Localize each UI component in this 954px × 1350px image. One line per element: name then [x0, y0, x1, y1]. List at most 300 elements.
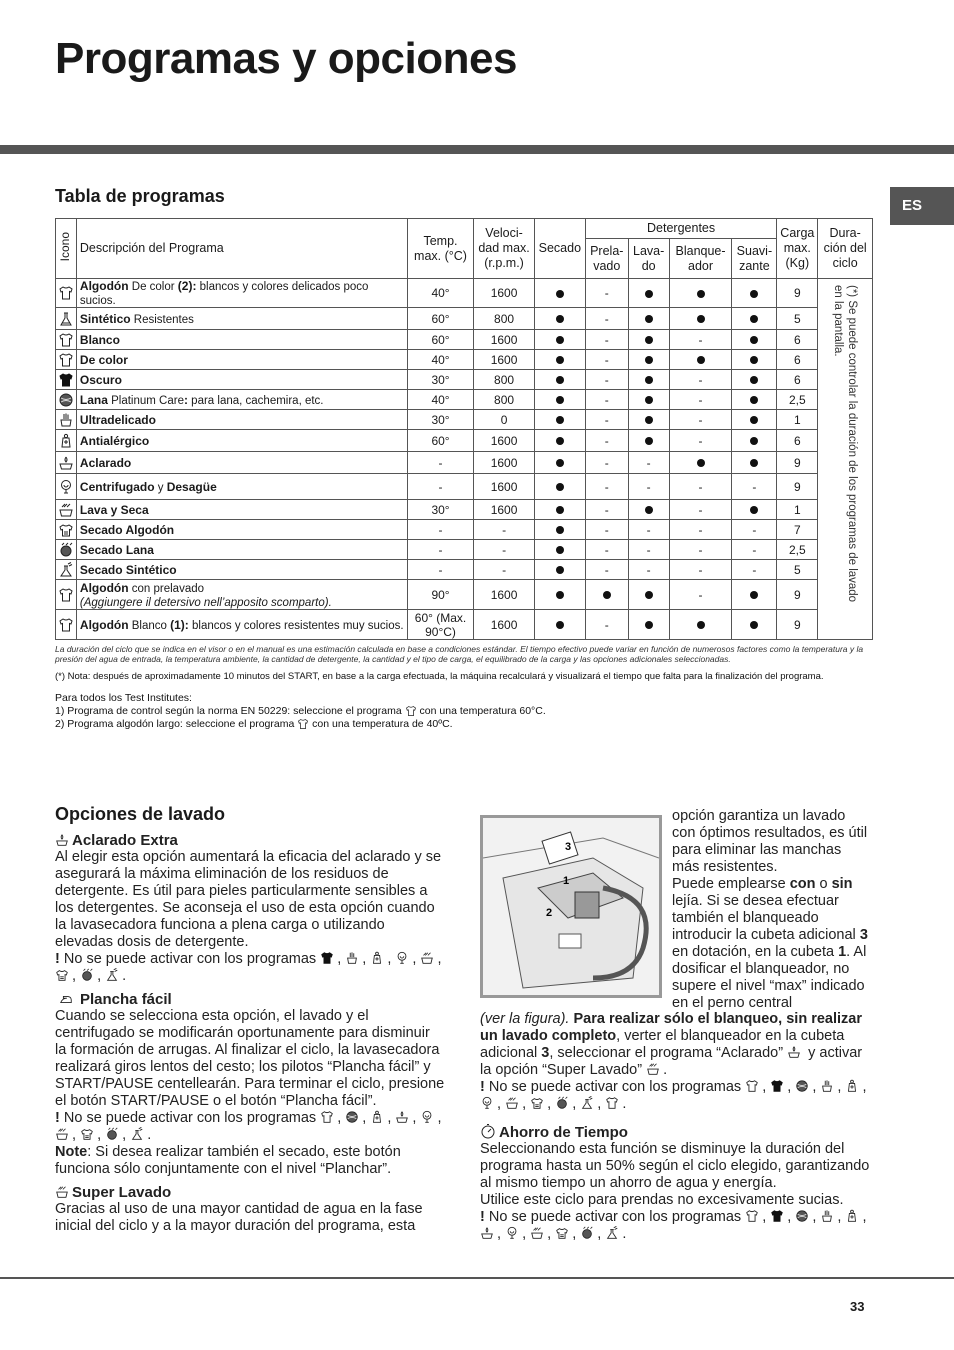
cell-load: 6 — [777, 330, 818, 350]
dot-marker — [556, 526, 564, 534]
dot-marker — [645, 621, 653, 629]
figure-label-3: 3 — [565, 841, 572, 853]
cell-soft: - — [732, 560, 777, 580]
cell-wash: - — [628, 452, 669, 474]
dot-marker — [556, 483, 564, 491]
cell-soft — [732, 410, 777, 430]
ahorro-body: Seleccionando esta función se disminuye la duración del programa hasta un 50% según el ciclo elegido, garantizando al mismo tiempo un ahorro de agua y energía. — [480, 1141, 870, 1191]
dot-marker — [556, 621, 564, 629]
wool-icon — [795, 1209, 809, 1223]
cell-bleach: - — [669, 370, 732, 390]
cell-load: 6 — [777, 370, 818, 390]
table-row — [56, 560, 873, 580]
cell-bleach — [669, 350, 732, 370]
allergy-icon — [845, 1209, 859, 1223]
table-row — [56, 308, 873, 330]
cell-wash — [628, 390, 669, 410]
cell-speed: 0 — [474, 410, 535, 430]
cell-dry — [534, 350, 585, 370]
cell-bleach: - — [669, 560, 732, 580]
table-heading: Tabla de programas — [55, 186, 225, 206]
wash-dry-icon — [420, 951, 434, 965]
dot-marker — [750, 290, 758, 298]
cell-icon — [56, 430, 77, 452]
dot-marker — [750, 416, 758, 424]
cell-icon — [56, 390, 77, 410]
cell-load: 9 — [777, 580, 818, 610]
dot-marker — [750, 437, 758, 445]
cell-wash — [628, 610, 669, 640]
cell-speed: 1600 — [474, 474, 535, 500]
wash-dry-icon — [55, 1127, 69, 1141]
wool-icon — [795, 1079, 809, 1093]
clock-icon — [480, 1123, 496, 1139]
test-institutes-notes — [55, 692, 546, 731]
cell-speed: 1600 — [474, 279, 535, 308]
cell-temp: - — [407, 520, 473, 540]
option-aclarado-extra: Aclarado Extra — [55, 832, 445, 849]
dry-wool-icon — [580, 1226, 594, 1240]
cell-description: De color — [76, 350, 407, 370]
table-row — [56, 474, 873, 500]
cell-pre: - — [585, 540, 628, 560]
table-row — [56, 279, 873, 308]
shirt-color-icon — [745, 1079, 759, 1093]
cell-pre: - — [585, 370, 628, 390]
cell-bleach: - — [669, 474, 732, 500]
cell-temp: 40° — [407, 390, 473, 410]
cell-soft — [732, 452, 777, 474]
dot-marker — [556, 546, 564, 554]
dot-marker — [750, 315, 758, 323]
header-wash: Lava- do — [628, 239, 669, 279]
table-row — [56, 370, 873, 390]
cell-temp: 90° — [407, 580, 473, 610]
cell-bleach: - — [669, 390, 732, 410]
cell-pre: - — [585, 390, 628, 410]
cell-wash — [628, 580, 669, 610]
dot-marker — [556, 459, 564, 467]
cell-temp: 30° — [407, 410, 473, 430]
super-lavado-cont: opción garantiza un lavado con óptimos resultados, es útil para eliminar las manchas más resistentes. — [672, 808, 868, 875]
header-description: Descripción del Programa — [76, 219, 407, 279]
programs-table — [55, 218, 873, 640]
dot-marker — [697, 290, 705, 298]
cell-pre: - — [585, 330, 628, 350]
cell-bleach: - — [669, 520, 732, 540]
options-left-column — [55, 832, 445, 1235]
cell-wash: - — [628, 560, 669, 580]
cell-soft — [732, 390, 777, 410]
dot-marker — [750, 376, 758, 384]
cell-dry — [534, 370, 585, 390]
cell-load: 9 — [777, 279, 818, 308]
shirt-60-icon — [405, 705, 417, 717]
cell-load: 6 — [777, 350, 818, 370]
cell-pre: - — [585, 279, 628, 308]
footer-rule — [0, 1277, 954, 1279]
dot-marker — [556, 356, 564, 364]
wash-dry-icon — [530, 1226, 544, 1240]
header-icono: Icono — [56, 219, 77, 279]
shirt-color-icon — [58, 352, 74, 368]
dot-marker — [750, 396, 758, 404]
allergy-icon — [58, 433, 74, 449]
cell-soft — [732, 430, 777, 452]
dot-marker — [645, 437, 653, 445]
dot-marker — [603, 591, 611, 599]
page-title: Programas y opciones — [55, 34, 517, 83]
cell-bleach — [669, 308, 732, 330]
dot-marker — [750, 459, 758, 467]
table-row — [56, 430, 873, 452]
cell-load: 1 — [777, 500, 818, 520]
cell-load: 9 — [777, 474, 818, 500]
language-tab: ES — [890, 187, 954, 225]
table-row — [56, 520, 873, 540]
dot-marker — [556, 396, 564, 404]
table-row — [56, 330, 873, 350]
cell-description: Sintético Resistentes — [76, 308, 407, 330]
cell-dry — [534, 452, 585, 474]
cell-description: Antialérgico — [76, 430, 407, 452]
flask-icon — [58, 311, 74, 327]
cell-dry — [534, 560, 585, 580]
cell-bleach — [669, 279, 732, 308]
cell-load: 9 — [777, 610, 818, 640]
cell-dry — [534, 500, 585, 520]
dot-marker — [556, 336, 564, 344]
cell-pre — [585, 580, 628, 610]
bleach-only-text: (ver la figura). Para realizar sólo el blanqueo, sin realizar un lavado completo, verter el blanqueador en la cubeta adicional 3, seleccionar el programa “Aclarado” y activar la opción “Super Lavado” . — [480, 1011, 863, 1078]
cell-temp: 60° — [407, 308, 473, 330]
super-lavado-exclusions: ! No se puede activar con los programas , , , , , , , , , , . — [480, 1079, 867, 1112]
cell-wash — [628, 430, 669, 452]
duration-note: (*) Se puede controlar la duración de los programas de lavado en la pantalla. — [832, 285, 859, 603]
hand-wash-icon — [58, 412, 74, 428]
cell-temp: 30° — [407, 370, 473, 390]
cell-icon — [56, 474, 77, 500]
shirt-dark-icon — [320, 951, 334, 965]
cell-icon — [56, 330, 77, 350]
footnote-duration: La duración del ciclo que se indica en el visor o en el manual es una estimación calculada en base a condiciones estándar. El tiempo efectivo puede variar en función de numerosos factores como la temperatura y la presión del agua de entrada, la temperatura ambiente, la cantidad de detergente, la cantidad y el tipo de carga, el equilibrado de la carga y las opciones adicionales seleccionadas. — [55, 644, 864, 664]
cell-wash — [628, 308, 669, 330]
cell-temp: - — [407, 452, 473, 474]
dry-cotton-icon — [58, 522, 74, 538]
shirt-40-icon — [58, 285, 74, 301]
plancha-note: Note: Si desea realizar también el secado, este botón funciona sólo conjuntamente con el nivel “Planchar”. — [55, 1144, 401, 1177]
dry-wool-icon — [555, 1096, 569, 1110]
dot-marker — [556, 566, 564, 574]
cell-speed: - — [474, 520, 535, 540]
cell-wash — [628, 279, 669, 308]
cell-temp: 40° — [407, 279, 473, 308]
cell-soft — [732, 580, 777, 610]
cell-icon — [56, 610, 77, 640]
cell-soft — [732, 308, 777, 330]
options-heading: Opciones de lavado — [55, 804, 226, 824]
cell-description: Lava y Seca — [76, 500, 407, 520]
cell-soft — [732, 350, 777, 370]
cell-dry — [534, 540, 585, 560]
cell-icon — [56, 410, 77, 430]
wool-icon — [58, 392, 74, 408]
cell-wash — [628, 500, 669, 520]
cell-temp: - — [407, 474, 473, 500]
cell-pre: - — [585, 452, 628, 474]
cell-wash — [628, 370, 669, 390]
shirt-60-icon — [58, 617, 74, 633]
cell-bleach — [669, 610, 732, 640]
dot-marker — [750, 591, 758, 599]
hand-wash-icon — [820, 1209, 834, 1223]
dot-marker — [750, 356, 758, 364]
dry-cotton-icon — [55, 968, 69, 982]
cell-description: Secado Lana — [76, 540, 407, 560]
cell-load: 2,5 — [777, 390, 818, 410]
test-note-1: 1) Programa de control según la norma EN 50229: seleccione el programa con una temperatura 60°C. — [55, 705, 546, 717]
cell-load: 5 — [777, 560, 818, 580]
header-bleach: Blanque- ador — [669, 239, 732, 279]
cell-speed: 800 — [474, 370, 535, 390]
spin-icon — [58, 479, 74, 495]
cell-pre: - — [585, 474, 628, 500]
option-plancha-facil: Plancha fácil — [55, 991, 445, 1008]
cell-description: Aclarado — [76, 452, 407, 474]
cell-speed: 1600 — [474, 580, 535, 610]
cell-temp: 60° (Max. 90°C) — [407, 610, 473, 640]
cell-bleach: - — [669, 430, 732, 452]
cell-pre: - — [585, 308, 628, 330]
allergy-icon — [845, 1079, 859, 1093]
cell-soft: - — [732, 474, 777, 500]
dot-marker — [697, 459, 705, 467]
dot-marker — [556, 416, 564, 424]
cell-description: Algodón De color (2): blancos y colores delicados poco sucios. — [76, 279, 407, 308]
shirt-dark-icon — [770, 1209, 784, 1223]
wash-dry-icon — [505, 1096, 519, 1110]
cell-pre: - — [585, 430, 628, 452]
cell-description: Algodón Blanco (1): blancos y colores resistentes muy sucios. — [76, 610, 407, 640]
cell-temp: 30° — [407, 500, 473, 520]
dry-cotton-icon — [530, 1096, 544, 1110]
option-ahorro-tiempo: Ahorro de Tiempo — [480, 1123, 872, 1141]
rinse-icon — [395, 1110, 409, 1124]
dry-synthetic-icon — [105, 968, 119, 982]
table-row — [56, 580, 873, 610]
header-prewash: Prela- vado — [585, 239, 628, 279]
shirt-icon — [320, 1110, 334, 1124]
dry-cotton-icon — [80, 1127, 94, 1141]
allergy-icon — [370, 1110, 384, 1124]
cell-dry — [534, 330, 585, 350]
cell-pre: - — [585, 350, 628, 370]
shirt-dark-icon — [58, 372, 74, 388]
header-load: Carga max. (Kg) — [777, 219, 818, 279]
cell-bleach: - — [669, 410, 732, 430]
dry-synthetic-icon — [130, 1127, 144, 1141]
dry-wool-icon — [80, 968, 94, 982]
cell-bleach — [669, 452, 732, 474]
dot-marker — [645, 290, 653, 298]
table-row — [56, 452, 873, 474]
super-lavado-bleach: Puede emplearse con o sin lejía. Si se desea efectuar también el blanqueado introducir la cubeta adicional 3 en dotación, en la cubeta 1. Al dosificar el blanqueador, no supere el nivel “max” indicado en el perno central — [672, 876, 868, 1011]
footnote-star: (*) Nota: después de aproximadamente 10 minutos del START, en base a la carga efectuada, la máquina recalculará y visualizará el tiempo que falta para la finalización del programa. — [55, 671, 824, 682]
cell-icon — [56, 279, 77, 308]
cell-speed: 1600 — [474, 350, 535, 370]
cell-load: 1 — [777, 410, 818, 430]
cell-speed: 1600 — [474, 610, 535, 640]
shirt-90-icon — [605, 1096, 619, 1110]
iron-icon — [55, 992, 77, 1006]
cell-dry — [534, 410, 585, 430]
dot-marker — [697, 356, 705, 364]
super-wash-icon — [55, 1185, 69, 1199]
cell-load: 2,5 — [777, 540, 818, 560]
shirt-icon — [58, 332, 74, 348]
cell-pre: - — [585, 610, 628, 640]
cell-duration — [818, 279, 873, 640]
aclarado-extra-body: Al elegir esta opción aumentará la eficacia del aclarado y se asegurará la máxima eliminación de los residuos de detergente. Es útil para pieles particularmente sensibles a los detergentes. Se aconseja el uso de esta opción cuando la lavasecadora funciona a plena carga o utilizando elevadas dosis de detergente. — [55, 849, 442, 950]
cell-description: Ultradelicado — [76, 410, 407, 430]
header-duration: Dura- ción del ciclo — [818, 219, 873, 279]
dry-synthetic-icon — [58, 562, 74, 578]
option-super-lavado: Super Lavado — [55, 1184, 445, 1201]
header-softener: Suavi- zante — [732, 239, 777, 279]
cell-speed: - — [474, 560, 535, 580]
cell-description: Blanco — [76, 330, 407, 350]
table-row — [56, 390, 873, 410]
figure-label-1: 1 — [563, 875, 570, 887]
cell-dry — [534, 580, 585, 610]
header-temp: Temp. max. (°C) — [407, 219, 473, 279]
ahorro-exclusions: ! No se puede activar con los programas , , , , , , , , , , . — [480, 1209, 867, 1242]
cell-bleach: - — [669, 330, 732, 350]
cell-dry — [534, 430, 585, 452]
dot-marker — [750, 506, 758, 514]
dot-marker — [750, 621, 758, 629]
page-number: 33 — [850, 1299, 865, 1314]
cell-description: Secado Sintético — [76, 560, 407, 580]
dot-marker — [556, 376, 564, 384]
spin-icon — [395, 951, 409, 965]
cell-speed: 1600 — [474, 430, 535, 452]
dot-marker — [645, 591, 653, 599]
cell-temp: 60° — [407, 430, 473, 452]
cell-icon — [56, 308, 77, 330]
cell-speed: 1600 — [474, 452, 535, 474]
cell-icon — [56, 560, 77, 580]
rinse-icon — [58, 455, 74, 471]
dot-marker — [645, 315, 653, 323]
cell-temp: 40° — [407, 350, 473, 370]
dot-marker — [556, 315, 564, 323]
cell-icon — [56, 452, 77, 474]
super-wash-icon — [646, 1062, 660, 1076]
cell-bleach: - — [669, 500, 732, 520]
cell-wash — [628, 410, 669, 430]
cell-wash: - — [628, 520, 669, 540]
cell-load: 7 — [777, 520, 818, 540]
cell-description: Secado Algodón — [76, 520, 407, 540]
cell-dry — [534, 279, 585, 308]
dot-marker — [750, 336, 758, 344]
options-right-column-top — [672, 808, 872, 1012]
cell-speed: - — [474, 540, 535, 560]
dot-marker — [556, 591, 564, 599]
header-detergents: Detergentes — [585, 219, 777, 239]
cell-dry — [534, 390, 585, 410]
cell-temp: - — [407, 540, 473, 560]
cell-soft: - — [732, 540, 777, 560]
dot-marker — [645, 396, 653, 404]
cell-icon — [56, 370, 77, 390]
dot-marker — [645, 506, 653, 514]
plancha-body: Cuando se selecciona esta opción, el lavado y el centrifugado se modificarán oportunamente para disminuir la formación de arrugas. Al finalizar el ciclo, la lavasecadora realizará giros lentos del cesto; los pilotos “Plancha fácil” y START/PAUSE centellearán. Para terminar el ciclo, presione el botón START/PAUSE o el botón “Plancha fácil”. — [55, 1008, 445, 1109]
cell-dry — [534, 308, 585, 330]
dry-synthetic-icon — [605, 1226, 619, 1240]
dry-synthetic-icon — [580, 1096, 594, 1110]
dry-wool-icon — [58, 542, 74, 558]
cell-wash: - — [628, 540, 669, 560]
cell-icon — [56, 520, 77, 540]
dot-marker — [645, 416, 653, 424]
cell-pre: - — [585, 500, 628, 520]
cell-description: Algodón con prelavado (Aggiungere il detersivo nell’apposito scomparto). — [76, 580, 407, 610]
cell-pre: - — [585, 410, 628, 430]
dot-marker — [556, 290, 564, 298]
dry-wool-icon — [105, 1127, 119, 1141]
cell-speed: 1600 — [474, 500, 535, 520]
cell-dry — [534, 474, 585, 500]
cell-icon — [56, 500, 77, 520]
header-speed: Veloci- dad max. (r.p.m.) — [474, 219, 535, 279]
cell-icon — [56, 350, 77, 370]
cell-soft — [732, 370, 777, 390]
cell-icon — [56, 580, 77, 610]
cell-description: Lana Platinum Care: para lana, cachemira, etc. — [76, 390, 407, 410]
dot-marker — [645, 356, 653, 364]
dot-marker — [697, 315, 705, 323]
table-row — [56, 500, 873, 520]
cell-soft — [732, 610, 777, 640]
cell-load: 6 — [777, 430, 818, 452]
cell-load: 9 — [777, 452, 818, 474]
shirt-dark-icon — [770, 1079, 784, 1093]
table-row — [56, 540, 873, 560]
options-right-column — [480, 1011, 872, 1243]
cell-soft: - — [732, 520, 777, 540]
rinse-icon — [480, 1226, 494, 1240]
cell-wash — [628, 350, 669, 370]
table-row — [56, 410, 873, 430]
cell-bleach: - — [669, 540, 732, 560]
cell-load: 5 — [777, 308, 818, 330]
cell-wash — [628, 330, 669, 350]
cell-bleach: - — [669, 580, 732, 610]
cell-soft — [732, 279, 777, 308]
header-dry: Secado — [534, 219, 585, 279]
cell-pre: - — [585, 520, 628, 540]
dot-marker — [645, 336, 653, 344]
cell-speed: 800 — [474, 308, 535, 330]
cell-dry — [534, 610, 585, 640]
detergent-drawer-figure — [480, 815, 662, 998]
ahorro-body-2: Utilice este ciclo para prendas no excesivamente sucias. — [480, 1192, 844, 1208]
cell-soft — [732, 330, 777, 350]
cell-speed: 800 — [474, 390, 535, 410]
spin-icon — [505, 1226, 519, 1240]
